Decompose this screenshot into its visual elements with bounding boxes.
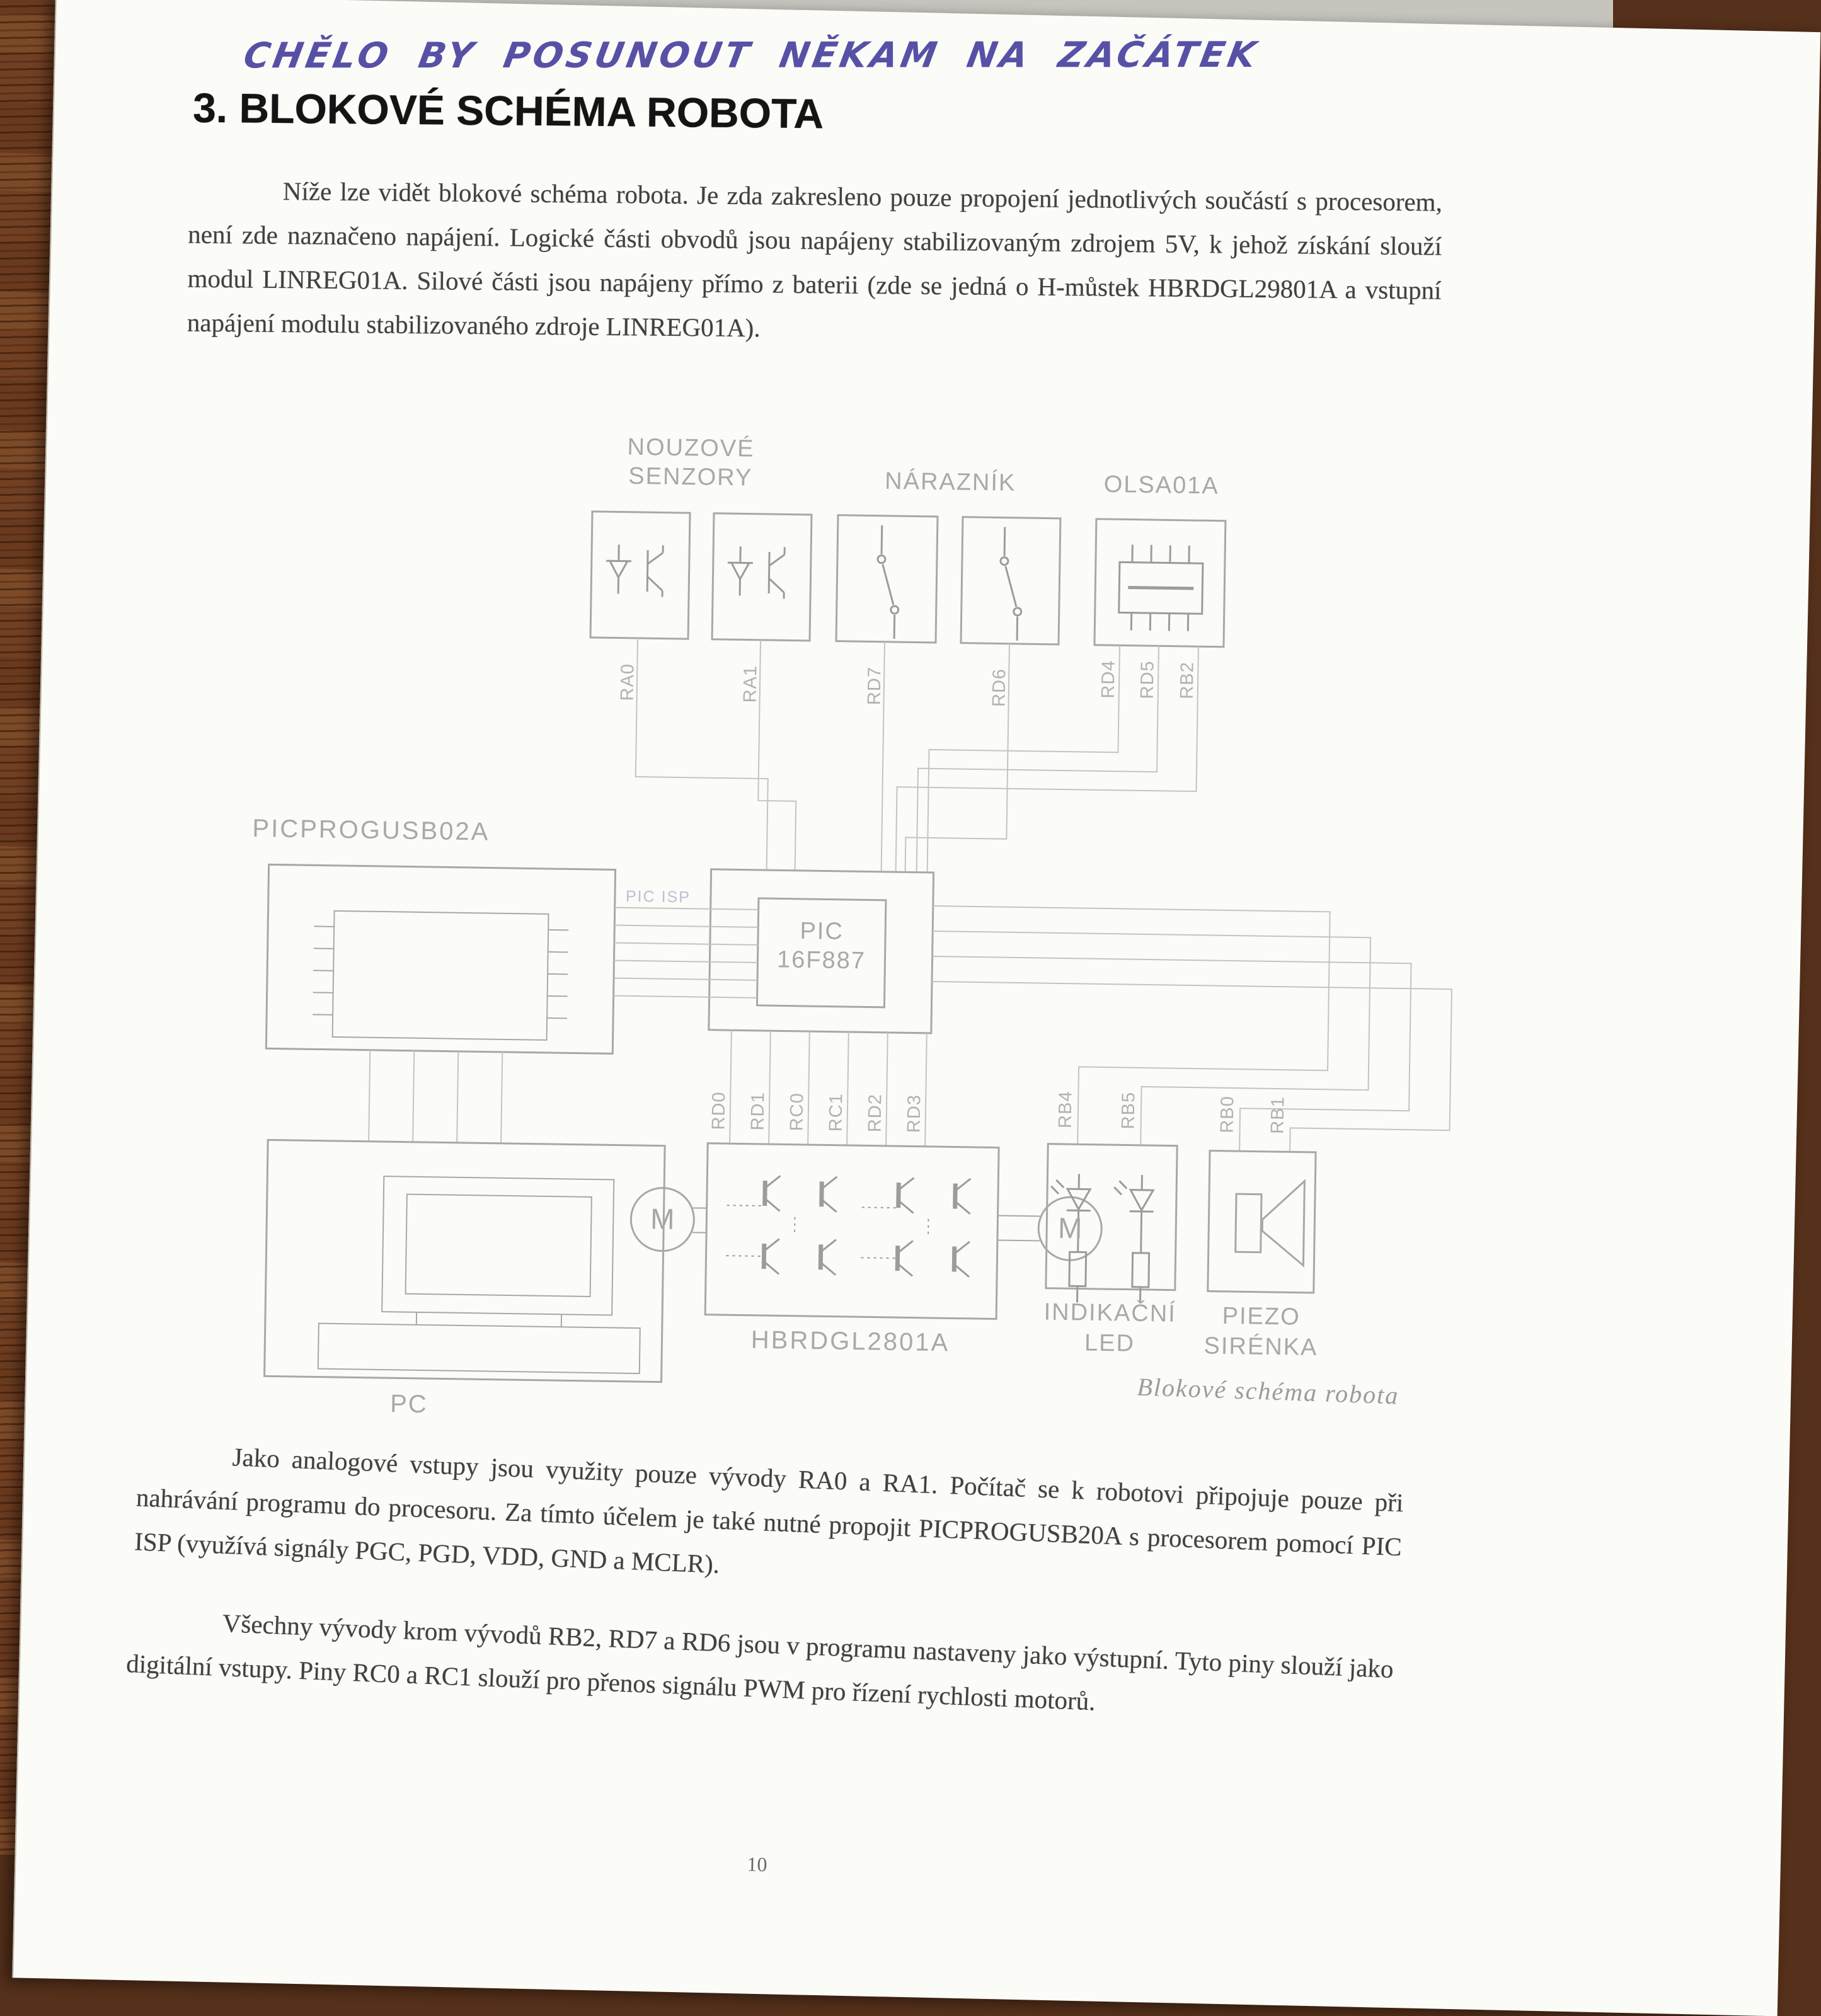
paragraph-analog-inputs: Jako analogové vstupy jsou využity pouze vývody RA0 a RA1. Počítač se k robotovi připojuje pouze při nahrávání programu do procesoru. Za tímto účelem je také nutné propojit PICPROGUSB20A s procesorem pomocí PIC ISP (využívá signály PGC, PGD, VDD, GND a MCLR). [134,1442,1405,1579]
label-hbrdgl2801a: HBRDGL2801A [750,1326,950,1357]
label-piezo-sirenka: PIEZO SIRÉNKA [1203,1302,1318,1361]
label-olsa01a: OLSA01A [1103,471,1220,500]
pin-label: RD1 [747,1092,769,1131]
pin-label: RD3 [904,1094,925,1133]
pin-label: RB2 [1176,661,1198,699]
label-naraznik: NÁRAZNÍK [884,467,1016,496]
pin-label: RD6 [989,668,1010,707]
paragraph-intro: Níže lze vidět blokové schéma robota. Je zda zakresleno pouze propojení jednotlivých součástí s procesorem, není zde naznačeno napájení. Logické části obvodů jsou napájeny stabilizovaným zdrojem 5V, k jehož získání slouží modul LINREG01A. Silové části jsou napájeny přímo z baterii (zde se jedná o H-můstek HBRDGL29801A a vstupní napájení modulu stabilizovaného zdroje LINREG01A). [187,176,1443,343]
label-picprogusb02a: PICPROGUSB02A [252,814,490,846]
label-pic-16f887: PIC 16F887 [776,917,866,975]
pin-label: RB1 [1267,1096,1289,1135]
pin-label: RD4 [1098,660,1119,699]
label-nouzove-senzory: NOUZOVÉ SENZORY [627,433,755,491]
pin-label: RA1 [740,665,761,703]
pin-label: RB4 [1055,1091,1076,1129]
paper-sheet [12,0,1820,2016]
pin-label: RB5 [1118,1091,1139,1130]
pin-label: RD7 [864,666,885,706]
pin-label: RD5 [1137,660,1158,699]
pin-label: RC1 [825,1092,847,1132]
pin-label: RD2 [865,1093,886,1133]
section-heading: 3. BLOKOVÉ SCHÉMA ROBOTA [192,84,824,137]
figure-caption: Blokové schéma robota [1136,1372,1400,1410]
paragraph-pin-config: Všechny vývody krom vývodů RB2, RD7 a RD6 jsou v programu nastaveny jako výstupní. Tyto piny slouží jako digitální vstupy. Piny RC0 a RC1 slouží pro přenos signálu PWM pro řízení rychlosti motorů. [125,1608,1394,1716]
label-indikacni-led: INDIKAČNÍ LED [1043,1298,1177,1357]
page-number: 10 [747,1852,767,1876]
pin-label: RA0 [617,663,638,701]
pin-label: RB0 [1217,1095,1238,1133]
motor-label-right: M [1057,1211,1083,1245]
handwritten-note: CHĚLO BY POSUNOUT NĚKAM NA ZAČÁTEK [240,35,1262,77]
label-pc: PC [389,1390,428,1419]
label-pic-isp: PIC ISP [625,887,691,907]
motor-label-left: M [650,1202,675,1235]
pin-label: RC0 [786,1092,808,1131]
pin-label: RD0 [708,1091,730,1130]
